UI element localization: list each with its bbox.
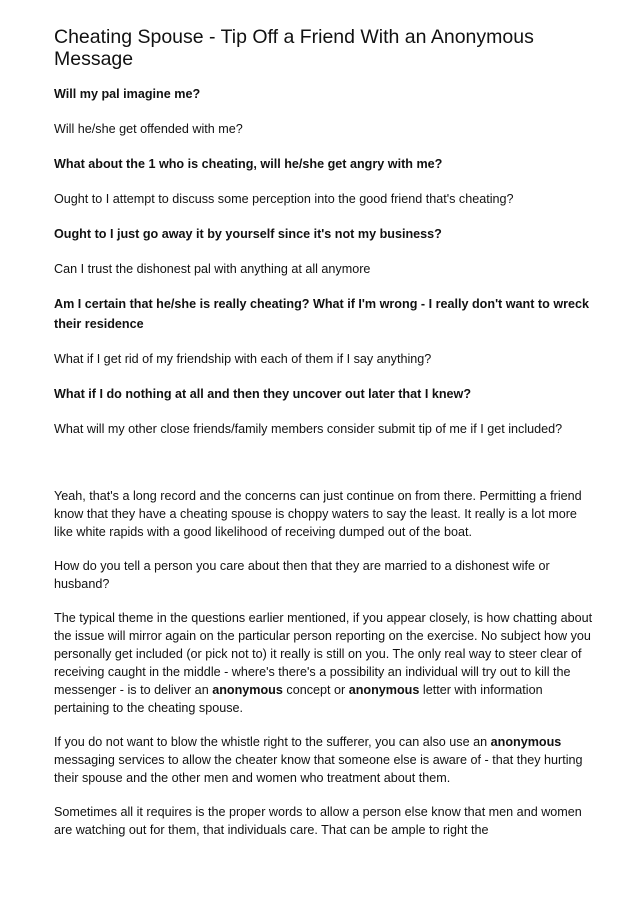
- document-title: Cheating Spouse - Tip Off a Friend With an Anonymous Message: [54, 26, 534, 70]
- question-10: What will my other close friends/family members consider submit tip of me if I get included?: [54, 422, 563, 436]
- paragraph-3-text-c: letter with information pertaining to the cheating spouse.: [54, 683, 543, 715]
- keyword-anonymous: anonymous: [490, 735, 562, 749]
- paragraph-1: Yeah, that's a long record and the concerns can just continue on from there. Permitting a friend know that they have a cheating spouse is choppy waters to say the least. It really is a lot more like white rapids with a good likelihood of receiving dumped out of the boat.: [54, 489, 582, 539]
- question-9: What if I do nothing at all and then they uncover out later that I knew?: [54, 387, 472, 401]
- paragraph-4: [54, 733, 594, 787]
- paragraph-3-text-b: concept or: [286, 683, 346, 697]
- question-2: Will he/she get offended with me?: [54, 122, 243, 136]
- body-text: [54, 487, 594, 839]
- question-1: Will my pal imagine me?: [54, 87, 201, 101]
- paragraph-4-text-b: messaging services to allow the cheater know that someone else is aware of - that they hurting their spouse and the other men and women who treatment about them.: [54, 753, 583, 785]
- paragraph-3-text-a: The typical theme in the questions earlier mentioned, if you appear closely, is how chatting about the issue will mirror again on the particular person reporting on the exercise. No subject how you personally get included (or pick not to) it really is still on you. The only real way to steer clear of receiving caught in the middle - where's there's a possibility an individual will try out to kill the messenger - is to deliver an: [54, 611, 593, 697]
- document-page: [54, 26, 594, 839]
- paragraph-5: Sometimes all it requires is the proper words to allow a person else know that men and women are watching out for them, that individuals care. That can be ample to right the: [54, 805, 582, 837]
- question-8: What if I get rid of my friendship with each of them if I say anything?: [54, 352, 432, 366]
- question-4: Ought to I attempt to discuss some perception into the good friend that's cheating?: [54, 192, 514, 206]
- question-6: Can I trust the dishonest pal with anything at all anymore: [54, 262, 371, 276]
- paragraph-3: [54, 609, 594, 717]
- question-list: [54, 84, 594, 439]
- question-7: Am I certain that he/she is really cheating? What if I'm wrong - I really don't want to wreck their residence: [54, 297, 590, 331]
- question-3: What about the 1 who is cheating, will he/she get angry with me?: [54, 157, 443, 171]
- question-5: Ought to I just go away it by yourself since it's not my business?: [54, 227, 442, 241]
- keyword-anonymous: anonymous: [212, 683, 283, 697]
- paragraph-4-text-a: If you do not want to blow the whistle right to the sufferer, you can also use an: [54, 735, 488, 749]
- paragraph-2: How do you tell a person you care about then that they are married to a dishonest wife or husband?: [54, 559, 550, 591]
- keyword-anonymous: anonymous: [348, 683, 420, 697]
